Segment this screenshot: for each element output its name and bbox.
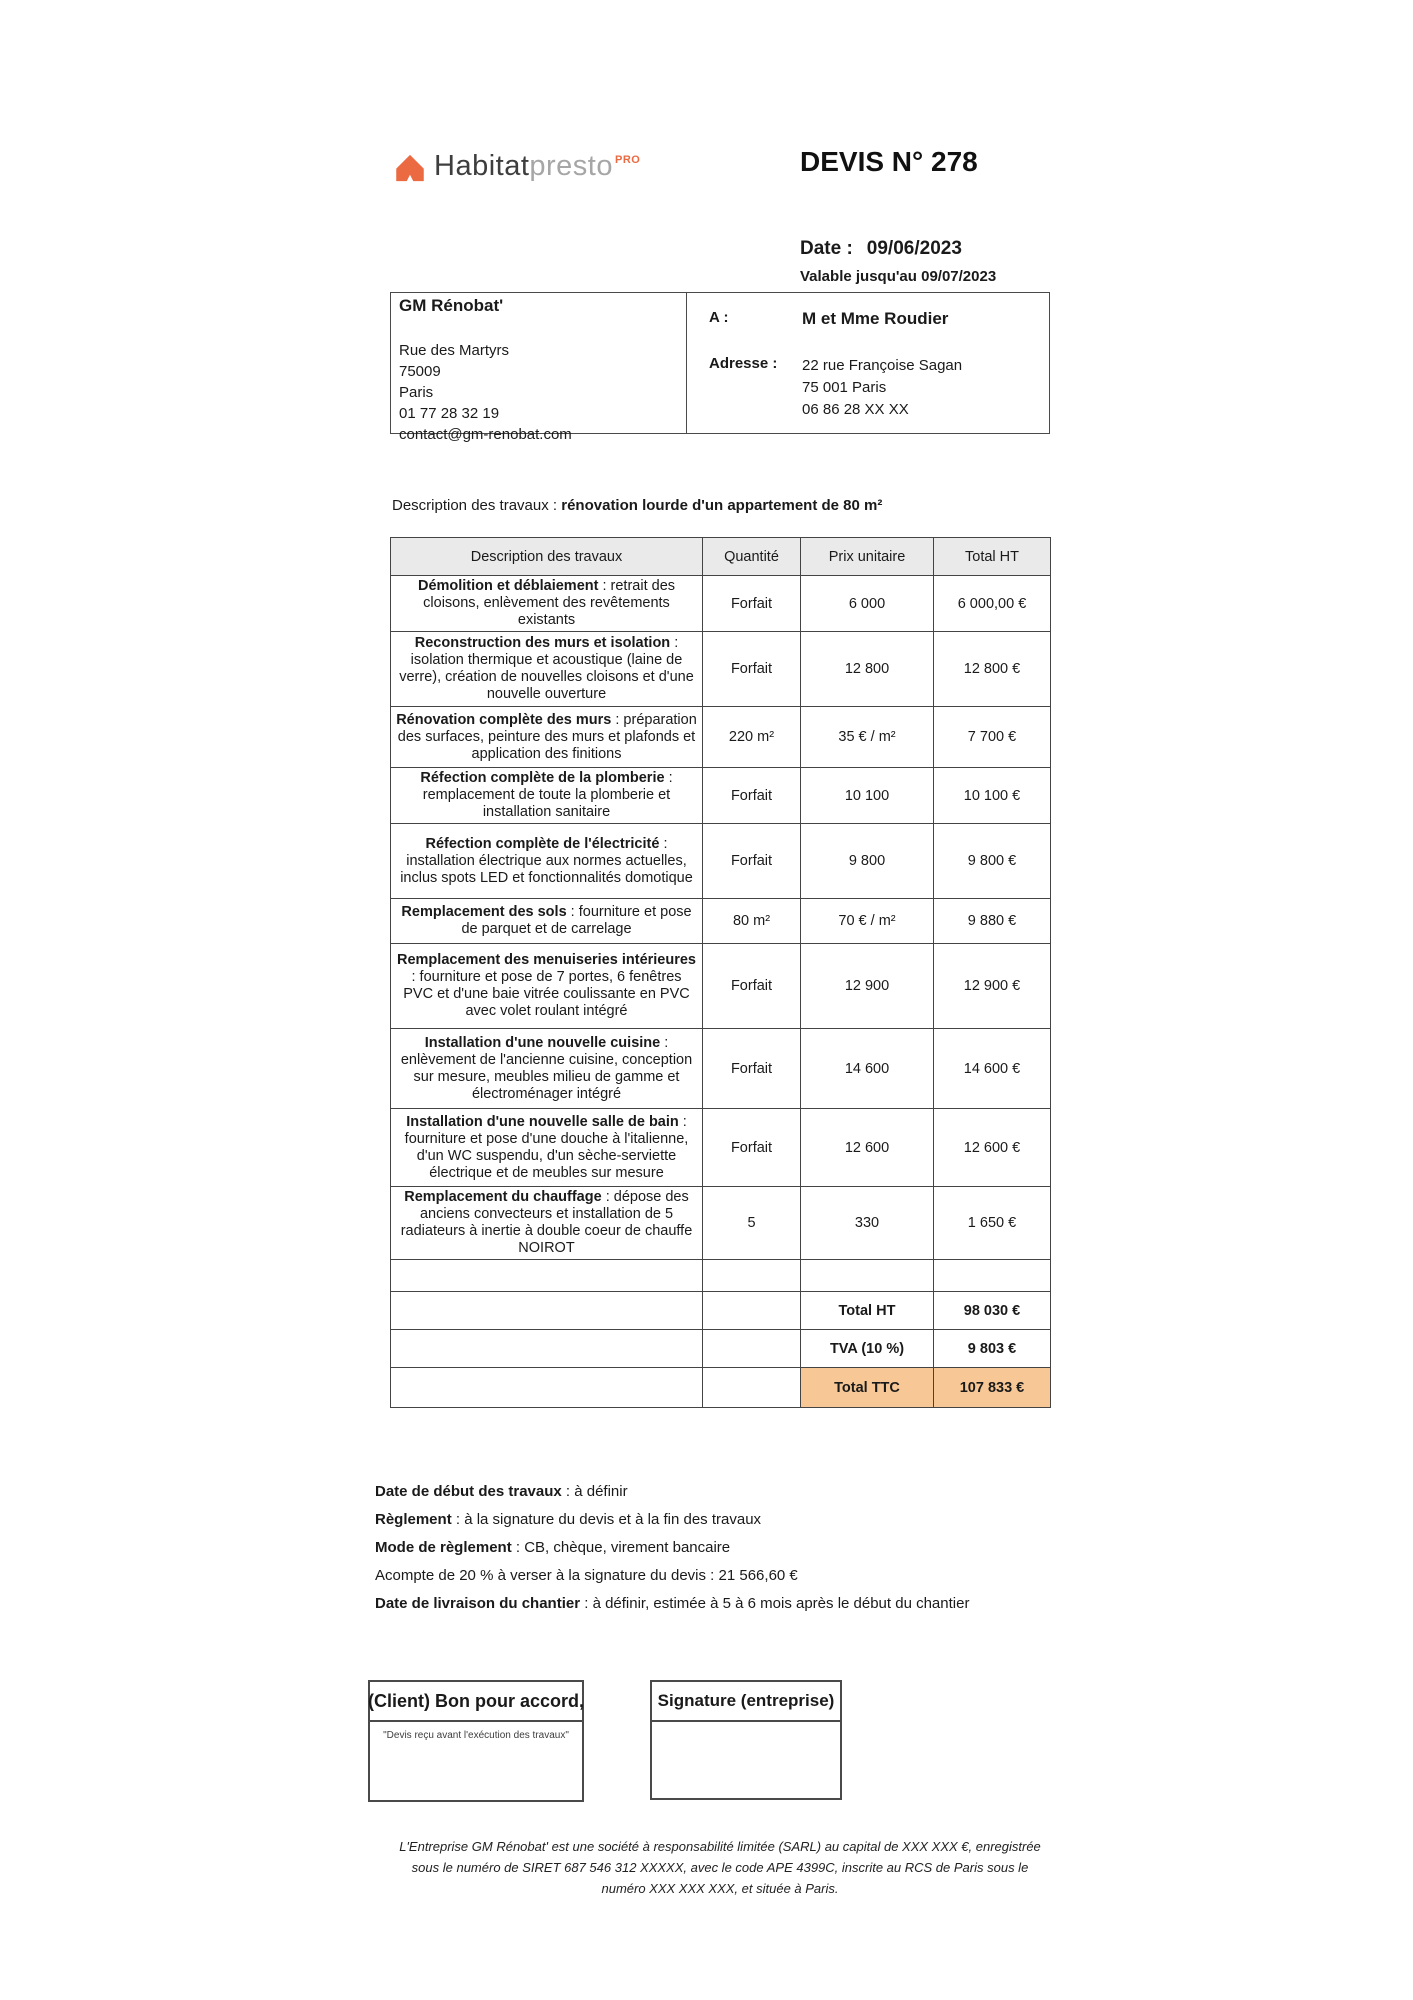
item-unit-price: 70 € / m²	[801, 899, 934, 944]
parties-box	[390, 292, 1050, 443]
item-total: 12 600 €	[934, 1109, 1051, 1187]
item-desc: : enlèvement de l'ancienne cuisine, conception sur mesure, meubles milieu de gamme et électroménager intégré	[400, 1034, 693, 1102]
document-title: DEVIS N° 278	[800, 146, 978, 177]
item-title: Démolition et déblaiement	[417, 578, 599, 594]
item-unit-price: 10 100	[801, 768, 934, 824]
total-ht-value: 98 030 €	[934, 1292, 1051, 1330]
table-row	[391, 944, 1051, 1029]
habitatpresto-logo	[395, 150, 640, 183]
item-desc: : installation électrique aux normes actuelles, inclus spots LED et fonctionnalités domotique	[400, 835, 693, 886]
item-qty: 220 m²	[703, 707, 801, 768]
col-header-quantity: Quantité	[703, 538, 801, 576]
item-qty: Forfait	[703, 1109, 801, 1187]
item-desc: : retrait des cloisons, enlèvement des revêtements existants	[423, 578, 676, 628]
client-signature-note: "Devis reçu avant l'exécution des travaux"	[383, 1730, 569, 1741]
col-header-unit-price: Prix unitaire	[801, 538, 934, 576]
client-address	[802, 355, 1049, 421]
table-row	[391, 632, 1051, 707]
item-desc: : dépose des anciens convecteurs et installation de 5 radiateurs à inertie à double coeur de chauffe NOIROT	[400, 1189, 693, 1256]
term-start-date: Date de début des travaux : à définir	[375, 1483, 628, 1500]
company-info	[391, 293, 687, 443]
works-value: rénovation lourde d'un appartement de 80 m²	[561, 497, 883, 514]
item-title: Installation d'une nouvelle cuisine	[424, 1034, 661, 1051]
tva-label: TVA (10 %)	[801, 1330, 934, 1368]
valid-until: Valable jusqu'au 09/07/2023	[800, 268, 997, 285]
item-unit-price: 9 800	[801, 824, 934, 899]
item-desc: : fourniture et pose d'une douche à l'italienne, d'un WC suspendu, d'un sèche-serviette électrique et de meubles sur mesure	[404, 1113, 689, 1181]
item-title: Remplacement des menuiseries intérieures	[397, 952, 696, 968]
table-row	[391, 1109, 1051, 1187]
item-qty: Forfait	[703, 632, 801, 707]
item-total: 14 600 €	[934, 1029, 1051, 1109]
table-row	[391, 707, 1051, 768]
item-unit-price: 12 800	[801, 632, 934, 707]
tva-value: 9 803 €	[934, 1330, 1051, 1368]
date-label: Date :	[800, 238, 853, 259]
term-delivery-date: Date de livraison du chantier : à définir, estimée à 5 à 6 mois après le début du chantier	[375, 1595, 970, 1612]
col-header-total-ht: Total HT	[934, 538, 1051, 576]
table-total-ht-row	[391, 1292, 1051, 1330]
client-street: 22 rue Françoise Sagan	[802, 357, 963, 374]
item-qty: Forfait	[703, 768, 801, 824]
client-city: 75 001 Paris	[802, 379, 887, 396]
company-zip: 75009	[399, 363, 441, 380]
table-row	[391, 768, 1051, 824]
item-qty: Forfait	[703, 1029, 801, 1109]
company-phone: 01 77 28 32 19	[399, 405, 500, 422]
item-title: Reconstruction des murs et isolation	[414, 635, 671, 651]
company-signature-box[interactable]	[650, 1680, 842, 1800]
client-phone: 06 86 28 XX XX	[802, 401, 909, 418]
item-desc: : fourniture et pose de parquet et de carrelage	[461, 904, 692, 937]
item-qty: Forfait	[703, 824, 801, 899]
item-title: Remplacement des sols	[401, 904, 567, 920]
item-total: 9 880 €	[934, 899, 1051, 944]
item-unit-price: 14 600	[801, 1029, 934, 1109]
item-total: 9 800 €	[934, 824, 1051, 899]
client-to-label: A :	[709, 309, 729, 326]
logo-pro-badge: PRO	[615, 154, 641, 166]
item-total: 12 800 €	[934, 632, 1051, 707]
company-email: contact@gm-renobat.com	[399, 426, 572, 443]
table-tva-row	[391, 1330, 1051, 1368]
company-city: Paris	[399, 384, 434, 401]
client-name: M et Mme Roudier	[802, 309, 949, 328]
date-line	[800, 238, 962, 260]
item-unit-price: 6 000	[801, 576, 934, 632]
table-total-ttc-row	[391, 1368, 1051, 1408]
table-row	[391, 1029, 1051, 1109]
works-label: Description des travaux :	[392, 497, 562, 514]
item-total: 7 700 €	[934, 707, 1051, 768]
total-ttc-value: 107 833 €	[934, 1368, 1051, 1408]
item-qty: 5	[703, 1187, 801, 1260]
logo-word-presto: presto	[529, 150, 613, 182]
item-total: 12 900 €	[934, 944, 1051, 1029]
term-payment: Règlement : à la signature du devis et à la fin des travaux	[375, 1511, 762, 1528]
item-title: Installation d'une nouvelle salle de bain	[406, 1113, 679, 1130]
item-qty: Forfait	[703, 944, 801, 1029]
client-info	[687, 293, 1049, 433]
total-ttc-label: Total TTC	[801, 1368, 934, 1408]
total-ht-label: Total HT	[801, 1292, 934, 1330]
term-deposit: Acompte de 20 % à verser à la signature du devis : 21 566,60 €	[375, 1567, 798, 1584]
table-row	[391, 1187, 1051, 1260]
item-unit-price: 12 600	[801, 1109, 934, 1187]
logo-word-habitat: Habitat	[434, 150, 530, 182]
works-description-line	[392, 497, 882, 514]
col-header-description: Description des travaux	[391, 538, 703, 576]
item-title: Réfection complète de l'électricité	[425, 835, 660, 852]
item-total: 6 000,00 €	[934, 576, 1051, 632]
item-title: Rénovation complète des murs	[396, 711, 612, 728]
company-name: GM Rénobat'	[399, 296, 504, 315]
table-row	[391, 899, 1051, 944]
company-street: Rue des Martyrs	[399, 342, 510, 359]
house-arrow-icon	[395, 153, 425, 183]
item-unit-price: 35 € / m²	[801, 707, 934, 768]
table-empty-row	[391, 1260, 1051, 1292]
company-signature-title: Signature (entreprise)	[652, 1682, 840, 1722]
item-title: Remplacement du chauffage	[404, 1189, 602, 1205]
item-unit-price: 12 900	[801, 944, 934, 1029]
item-unit-price: 330	[801, 1187, 934, 1260]
date-value: 09/06/2023	[866, 238, 962, 259]
legal-footer: L'Entreprise GM Rénobat' est une société à responsabilité limitée (SARL) au capital de XXX XXX €, enregistrée sous le numéro de SIRET 687 546 312 XXXXX, avec le code APE 4399C, inscrite au RCS de Paris sous le numéro XXX XXX XXX, et située à Paris.	[399, 1839, 1041, 1896]
item-total: 1 650 €	[934, 1187, 1051, 1260]
item-qty: Forfait	[703, 576, 801, 632]
table-header-row	[391, 538, 1051, 576]
item-desc: : isolation thermique et acoustique (laine de verre), création de nouvelles cloisons et d'une nouvelle ouverture	[399, 635, 694, 702]
item-title: Réfection complète de la plomberie	[420, 770, 665, 786]
client-address-label: Adresse :	[709, 355, 778, 372]
item-desc: : fourniture et pose de 7 portes, 6 fenêtres PVC et d'une baie vitrée coulissante en PVC avec volet roulant intégré	[403, 969, 690, 1019]
terms-section	[375, 1483, 969, 1623]
table-row	[391, 824, 1051, 899]
item-qty: 80 m²	[703, 899, 801, 944]
item-total: 10 100 €	[934, 768, 1051, 824]
quote-table	[390, 537, 1051, 1408]
client-signature-title: (Client) Bon pour accord,	[370, 1682, 582, 1722]
term-payment-method: Mode de règlement : CB, chèque, virement bancaire	[375, 1539, 731, 1556]
item-desc: : remplacement de toute la plomberie et installation sanitaire	[422, 770, 673, 820]
item-desc: : préparation des surfaces, peinture des murs et plafonds et application des finitions	[397, 711, 697, 762]
table-row	[391, 576, 1051, 632]
client-signature-box[interactable]	[368, 1680, 584, 1802]
